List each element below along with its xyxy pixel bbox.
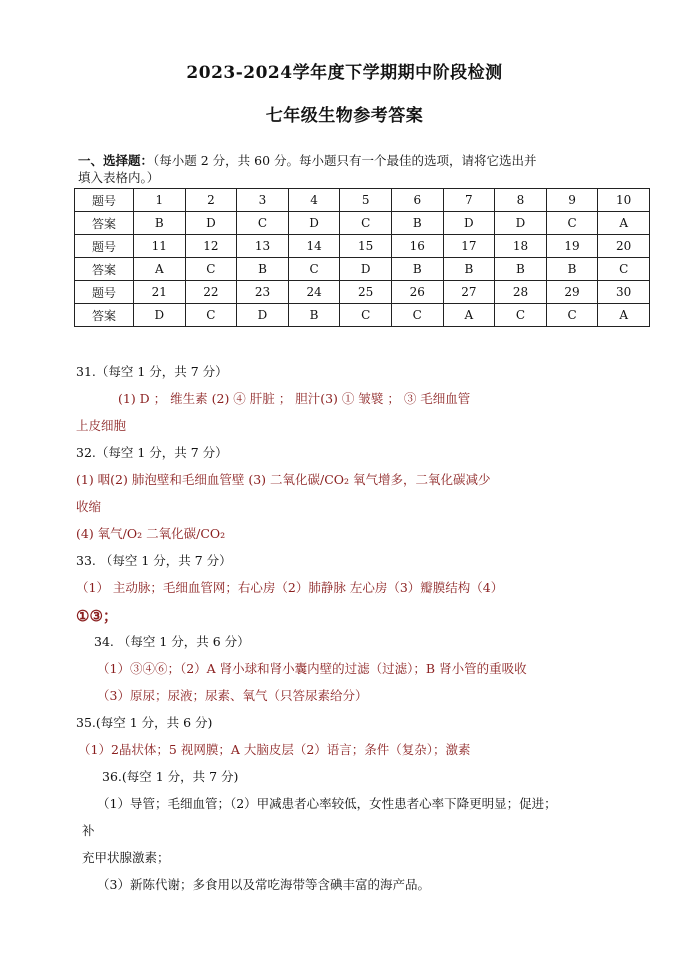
table-cell: C	[598, 258, 650, 281]
table-row	[75, 281, 650, 304]
table-cell: D	[443, 212, 495, 235]
q31-heading: 31.（每空 1 分，共 7 分）	[76, 364, 228, 379]
table-cell: B	[391, 212, 443, 235]
table-row	[75, 212, 650, 235]
q36-heading: 36.(每空 1 分，共 7 分)	[102, 769, 239, 784]
table-cell: B	[495, 258, 547, 281]
table-cell: D	[495, 212, 547, 235]
table-cell: C	[340, 212, 392, 235]
table-cell: 19	[546, 235, 598, 258]
table-row	[75, 189, 650, 212]
table-cell: C	[495, 304, 547, 327]
table-cell: 21	[134, 281, 186, 304]
row-header-cell: 答案	[75, 258, 134, 281]
table-cell: 20	[598, 235, 650, 258]
q36-line4: （3）新陈代谢；多食用以及常吃海带等含碘丰富的海产品。	[97, 877, 430, 892]
row-header-cell: 答案	[75, 304, 134, 327]
table-cell: B	[546, 258, 598, 281]
table-cell: A	[598, 304, 650, 327]
table-cell: 9	[546, 189, 598, 212]
q36-line1: （1）导管；毛细血管；（2）甲减患者心率较低，女性患者心率下降更明显；促进；	[97, 796, 557, 811]
table-cell: 7	[443, 189, 495, 212]
q36-line3: 充甲状腺激素；	[82, 850, 170, 865]
table-cell: D	[340, 258, 392, 281]
table-cell: D	[288, 212, 340, 235]
table-cell: 30	[598, 281, 650, 304]
table-row	[75, 304, 650, 327]
table-cell: 1	[134, 189, 186, 212]
q32-line3: (4) 氧气/O₂ 二氧化碳/CO₂	[76, 526, 226, 541]
table-cell: C	[237, 212, 289, 235]
q36-line2: 补	[82, 823, 95, 838]
table-cell: 25	[340, 281, 392, 304]
table-cell: 2	[185, 189, 237, 212]
table-row	[75, 258, 650, 281]
table-cell: B	[391, 258, 443, 281]
table-cell: 24	[288, 281, 340, 304]
table-cell: A	[598, 212, 650, 235]
q32-line1: (1) 咽(2) 肺泡壁和毛细血管壁 (3) 二氧化碳/CO₂ 氧气增多，二氧化碳减少	[76, 472, 491, 487]
page-title: 2023-2024学年度下学期期中阶段检测	[186, 63, 503, 83]
q31-line2: 上皮细胞	[76, 418, 127, 433]
table-cell: 16	[391, 235, 443, 258]
table-cell: C	[288, 258, 340, 281]
table-cell: D	[134, 304, 186, 327]
answer-table	[74, 188, 650, 327]
table-cell: 12	[185, 235, 237, 258]
table-cell: B	[288, 304, 340, 327]
section-instructions-cont: 填入表格内。）	[78, 170, 160, 185]
q33-line2: ①③；	[76, 607, 118, 625]
table-cell: 26	[391, 281, 443, 304]
q35-heading: 35.(每空 1 分，共 6 分)	[76, 715, 213, 730]
table-cell: 22	[185, 281, 237, 304]
table-cell: B	[237, 258, 289, 281]
q33-heading: 33. （每空 1 分，共 7 分）	[76, 553, 232, 568]
table-cell: D	[185, 212, 237, 235]
table-cell: 23	[237, 281, 289, 304]
table-cell: 11	[134, 235, 186, 258]
page-subtitle: 七年级生物参考答案	[265, 106, 424, 126]
table-cell: 17	[443, 235, 495, 258]
q34-line2: （3）原尿；尿液；尿素、氧气（只答尿素给分）	[97, 688, 368, 703]
table-cell: C	[340, 304, 392, 327]
table-cell: B	[443, 258, 495, 281]
table-cell: 15	[340, 235, 392, 258]
table-row	[75, 235, 650, 258]
table-cell: C	[185, 304, 237, 327]
table-cell: 4	[288, 189, 340, 212]
table-cell: B	[134, 212, 186, 235]
q32-heading: 32.（每空 1 分，共 7 分）	[76, 445, 228, 460]
section-label: 一、选择题：	[78, 153, 154, 168]
table-cell: 29	[546, 281, 598, 304]
q32-line2: 收缩	[76, 499, 102, 514]
table-cell: 28	[495, 281, 547, 304]
table-cell: C	[546, 304, 598, 327]
table-cell: 3	[237, 189, 289, 212]
q35-line1: （1）2晶状体；5 视网膜；A 大脑皮层（2）语言；条件（复杂）；激素	[78, 742, 471, 757]
table-cell: 8	[495, 189, 547, 212]
table-cell: D	[237, 304, 289, 327]
table-cell: C	[185, 258, 237, 281]
row-header-cell: 题号	[75, 189, 134, 212]
table-cell: A	[134, 258, 186, 281]
table-cell: C	[391, 304, 443, 327]
q31-line1: (1) D ； 维生素 (2) ④ 肝脏 ； 胆汁(3) ① 皱襞 ； ③ 毛细血管	[118, 391, 471, 406]
table-cell: 13	[237, 235, 289, 258]
row-header-cell: 题号	[75, 281, 134, 304]
table-cell: A	[443, 304, 495, 327]
row-header-cell: 题号	[75, 235, 134, 258]
section-heading	[78, 152, 638, 186]
row-header-cell: 答案	[75, 212, 134, 235]
table-cell: 18	[495, 235, 547, 258]
table-cell: 14	[288, 235, 340, 258]
table-cell: 6	[391, 189, 443, 212]
q34-heading: 34. （每空 1 分，共 6 分）	[94, 634, 250, 649]
table-cell: 10	[598, 189, 650, 212]
table-cell: C	[546, 212, 598, 235]
table-cell: 5	[340, 189, 392, 212]
section-instructions: （每小题 2 分，共 60 分。每小题只有一个最佳的选项，请将它选出并	[153, 153, 537, 168]
q34-line1: （1）③④⑥；（2）A 肾小球和肾小囊内壁的过滤（过滤）；B 肾小管的重吸收	[97, 661, 527, 676]
q33-line1: （1） 主动脉；毛细血管网；右心房（2）肺静脉 左心房（3）瓣膜结构（4）	[76, 580, 504, 595]
table-cell: 27	[443, 281, 495, 304]
